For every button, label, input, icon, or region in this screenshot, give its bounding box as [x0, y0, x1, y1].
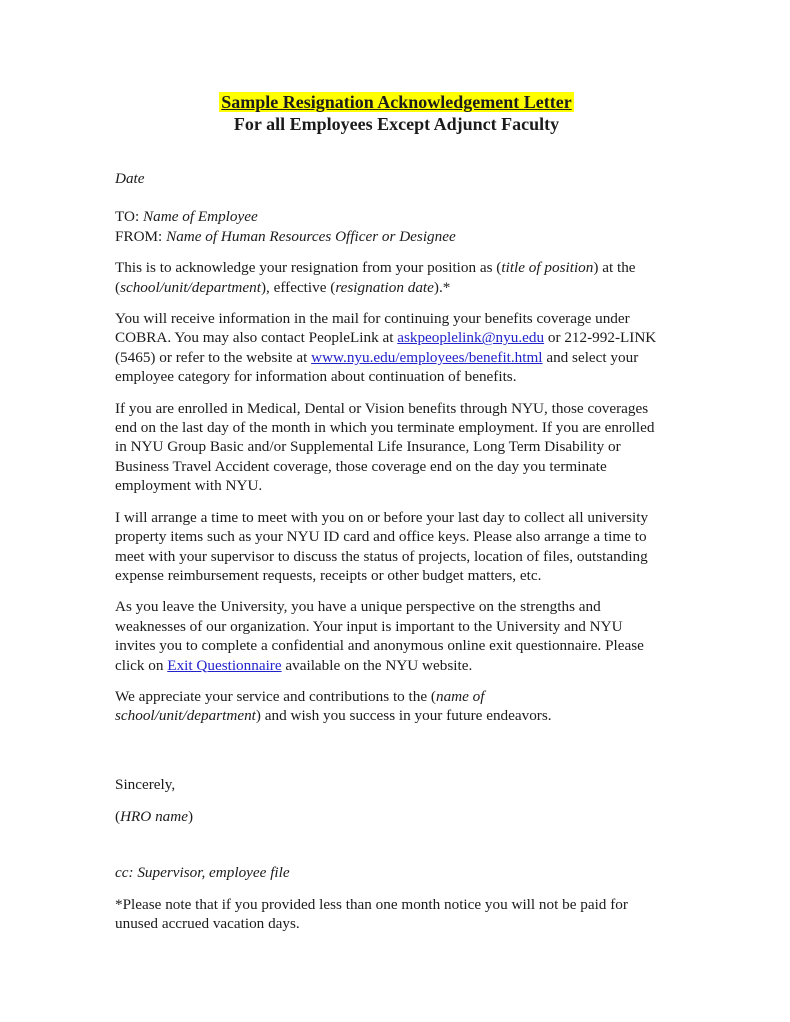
italic-text-run: Date — [115, 170, 145, 187]
italic-text-run: school/unit/department — [115, 707, 256, 725]
letter-title — [115, 91, 678, 135]
para-benefits-cobra — [115, 309, 690, 387]
text-run: FROM: — [115, 227, 167, 245]
text-run: If you are enrolled in Medical, Dental or Vision benefits through NYU, those coverages — [115, 399, 649, 417]
text-run: ( — [115, 278, 121, 296]
para-insurance-coverage — [115, 399, 690, 496]
text-run: ), effective ( — [260, 278, 336, 296]
italic-text-run: name of — [435, 687, 485, 705]
text-run: ).* — [433, 278, 451, 296]
text-run: I will arrange a time to meet with you on or before your last day to collect all university — [115, 508, 649, 526]
italic-text-run: resignation date — [335, 278, 434, 296]
text-run: meet with your supervisor to discuss the status of projects, location of files, outstanding — [115, 547, 648, 565]
text-run: (5465) or refer to the website at — [115, 348, 312, 366]
text-run: COBRA. You may also contact PeopleLink at — [115, 329, 398, 347]
date-line — [115, 169, 690, 188]
text-run: click on — [115, 656, 168, 674]
italic-text-run: Name of Human Resources Officer or Designee — [166, 227, 456, 245]
italic-text-run: cc: Supervisor, employee file — [115, 863, 290, 881]
text-run: Sincerely, — [115, 775, 176, 793]
para-acknowledgement — [115, 258, 690, 297]
to-from-lines — [115, 207, 690, 246]
text-run: weaknesses of our organization. Your input is important to the University and NYU — [115, 617, 623, 635]
text-run: ) — [187, 808, 194, 826]
text-run: available on the NYU website. — [281, 656, 473, 674]
text-run: employee category for information about continuation of benefits. — [115, 368, 517, 386]
italic-text-run: title of position — [501, 259, 594, 277]
italic-text-run: HRO name — [120, 808, 188, 826]
text-run: property items such as your NYU ID card and office keys. Please also arrange a time to — [115, 528, 647, 546]
text-run: ) at the — [593, 259, 636, 277]
text-run: end on the last day of the month in which you terminate employment. If you are enrolled — [115, 419, 655, 437]
askpeoplelink-email-link[interactable]: askpeoplelink@nyu.edu — [397, 329, 545, 347]
para-exit-questionnaire — [115, 597, 690, 675]
text-run: TO: — [115, 208, 143, 226]
text-run: unused accrued vacation days. — [115, 915, 300, 933]
title-line-2: For all Employees Except Adjunct Faculty — [233, 114, 560, 134]
sincerely-line — [115, 775, 690, 794]
cc-line — [115, 863, 690, 882]
benefits-website-link[interactable]: www.nyu.edu/employees/benefit.html — [311, 348, 543, 366]
italic-text-run: school/unit/department — [120, 278, 261, 296]
para-appreciation — [115, 687, 690, 726]
text-run: ) and wish you success in your future endeavors. — [255, 707, 552, 725]
exit-questionnaire-link[interactable]: Exit Questionnaire — [167, 656, 282, 674]
text-run: As you leave the University, you have a unique perspective on the strengths and — [115, 598, 601, 616]
title-line-1 — [115, 91, 678, 113]
italic-text-run: Name of Employee — [143, 208, 258, 226]
title-highlighted-text: Sample Resignation Acknowledgement Letter — [221, 92, 572, 112]
text-run: Business Travel Accident coverage, those coverage end on the day you terminate — [115, 457, 607, 475]
text-run: invites you to complete a confidential and anonymous online exit questionnaire. Please — [115, 637, 644, 655]
hro-name-line — [115, 807, 690, 826]
text-run: or 212-992-LINK — [544, 329, 657, 347]
text-run: in NYU Group Basic and/or Supplemental Life Insurance, Long Term Disability or — [115, 438, 621, 456]
text-run: *Please note that if you provided less than one month notice you will not be paid for — [115, 895, 628, 913]
text-run: and select your — [542, 348, 639, 366]
text-run: expense reimbursement requests, receipts or other budget matters, etc. — [115, 566, 542, 584]
footnote-vacation — [115, 895, 690, 934]
text-run: We appreciate your service and contributions to the ( — [115, 687, 436, 705]
text-run: ( — [115, 808, 121, 826]
text-run: employment with NYU. — [115, 477, 263, 495]
text-run: This is to acknowledge your resignation from your position as ( — [115, 259, 502, 277]
para-property-return — [115, 508, 690, 586]
text-run: You will receive information in the mail for continuing your benefits coverage under — [115, 310, 630, 328]
